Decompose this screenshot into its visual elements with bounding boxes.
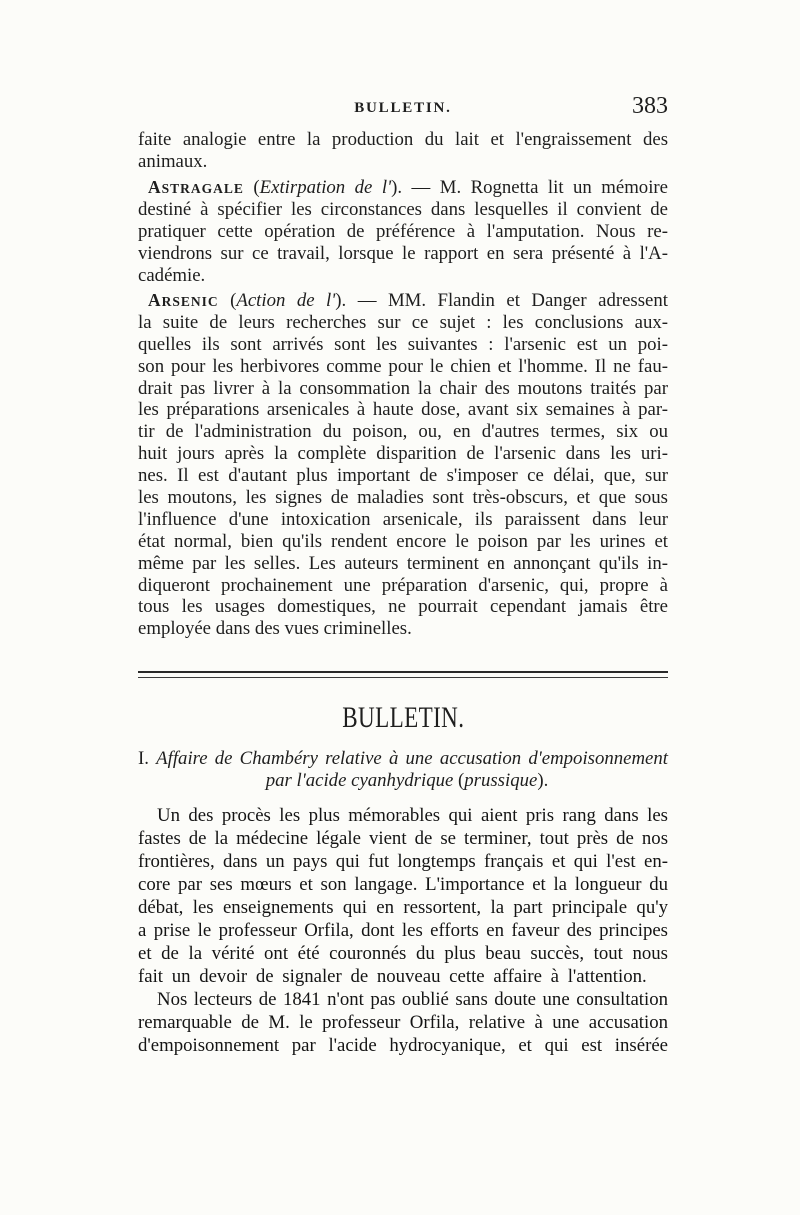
text-line: frontières, dans un pays qui fut longtemps français et qui l'est en- xyxy=(138,850,668,872)
entry-keyword: ARSENIC xyxy=(148,290,219,310)
text-fragment: ( xyxy=(218,290,237,311)
text-line: employée dans des vues criminelles. xyxy=(138,618,412,640)
text-line: core par ses mœurs et son langage. L'importance et la longueur du xyxy=(138,873,668,895)
text-fragment: ( xyxy=(243,177,260,198)
article-number: I. xyxy=(138,748,157,769)
text-line xyxy=(138,177,668,199)
text-line: drait pas livrer à la consommation la chair des moutons traités par xyxy=(138,377,668,399)
section-heading xyxy=(138,698,668,738)
text-line: nes. Il est d'autant plus important de s'imposer ce délai, que, sur xyxy=(138,465,668,487)
text-line: Un des procès les plus mémorables qui aient pris rang dans les xyxy=(157,804,668,826)
text-line xyxy=(138,770,668,792)
section-divider xyxy=(138,677,668,678)
text-line: d'empoisonnement par l'acide hydrocyanique, et qui est insérée xyxy=(138,1034,668,1056)
text-line: destiné à spécifier les circonstances dans lesquelles il convient de xyxy=(138,198,668,220)
text-line: les moutons, les signes de maladies sont très-obscurs, et que sous xyxy=(138,487,668,509)
text-line: cadémie. xyxy=(138,264,206,286)
text-fragment: ). — MM. Flandin et Danger adressent xyxy=(335,290,668,311)
text-line: huit jours après la complète disparition de l'arsenic dans les uri- xyxy=(138,443,668,465)
entry-subtitle: Action de l' xyxy=(236,290,336,311)
article-title-text: prussique xyxy=(464,769,538,791)
article-title xyxy=(138,748,668,792)
text-line xyxy=(138,290,668,312)
text-line: fait un devoir de signaler de nouveau cette affaire à l'attention. xyxy=(138,965,647,987)
text-line: a prise le professeur Orfila, dont les efforts en faveur des principes xyxy=(138,919,668,941)
text-fragment: ( xyxy=(453,769,465,791)
text-line: les préparations arsenicales à haute dose, avant six semaines à par- xyxy=(138,399,668,421)
text-line: débat, les enseignements qui en ressortent, la part principale qu'y xyxy=(138,896,668,918)
text-line: son pour les herbivores comme pour le chien et l'homme. Il ne fau- xyxy=(138,355,668,377)
running-head-title: BULLETIN. xyxy=(354,100,452,116)
article-title-text: par l'acide cyanhydrique xyxy=(265,769,454,791)
text-line: état normal, bien qu'ils rendent encore le poison par les urines et xyxy=(138,530,668,552)
text-line: fastes de la médecine légale vient de se terminer, tout près de nos xyxy=(138,827,668,849)
text-line: même par les selles. Les auteurs terminent en annonçant qu'ils in- xyxy=(138,552,668,574)
text-line: l'influence d'une intoxication arsenicale, ils paraissent dans leur xyxy=(138,508,668,530)
text-line: diqueront prochainement une préparation d'arsenic, qui, propre à xyxy=(138,574,668,596)
text-line: Nos lecteurs de 1841 n'ont pas oublié sans doute une consultation xyxy=(157,988,668,1010)
text-line: et de la vérité ont été couronnés du plus beau succès, tout nous xyxy=(138,942,668,964)
text-line: viendrons sur ce travail, lorsque le rapport en sera présenté à l'A- xyxy=(138,242,668,264)
text-line: tous les usages domestiques, ne pourrait cependant jamais être xyxy=(138,596,668,618)
text-line: tir de l'administration du poison, ou, en d'autres termes, six ou xyxy=(138,421,668,443)
text-line: pratiquer cette opération de préférence à l'amputation. Nous re- xyxy=(138,220,668,242)
text-line: quelles ils sont arrivés sont les suivantes : l'arsenic est un poi- xyxy=(138,333,668,355)
section-heading-text: BULLETIN. xyxy=(341,701,465,734)
section-divider xyxy=(138,671,668,673)
paragraph-arsenic xyxy=(138,290,668,640)
text-line: animaux. xyxy=(138,150,208,172)
paragraph-animaux xyxy=(138,129,668,173)
page-number: 383 xyxy=(632,93,668,119)
text-line: la suite de leurs recherches sur ce sujet : les conclusions aux- xyxy=(138,311,668,333)
text-line xyxy=(138,748,668,770)
text-fragment: ). xyxy=(537,769,549,791)
paragraph-astragale xyxy=(138,177,668,286)
article-title-text: Affaire de Chambéry relative à une accusation d'empoisonnement xyxy=(156,748,668,769)
entry-keyword: ASTRAGALE xyxy=(148,177,244,197)
text-fragment: ). — M. Rognetta lit un mémoire xyxy=(391,177,669,198)
entry-subtitle: Extirpation de l' xyxy=(259,177,392,198)
paragraph-proces xyxy=(138,804,668,1057)
text-line: faite analogie entre la production du lait et l'engraissement des xyxy=(138,129,668,150)
text-line: remarquable de M. le professeur Orfila, relative à une accusation xyxy=(138,1011,668,1033)
